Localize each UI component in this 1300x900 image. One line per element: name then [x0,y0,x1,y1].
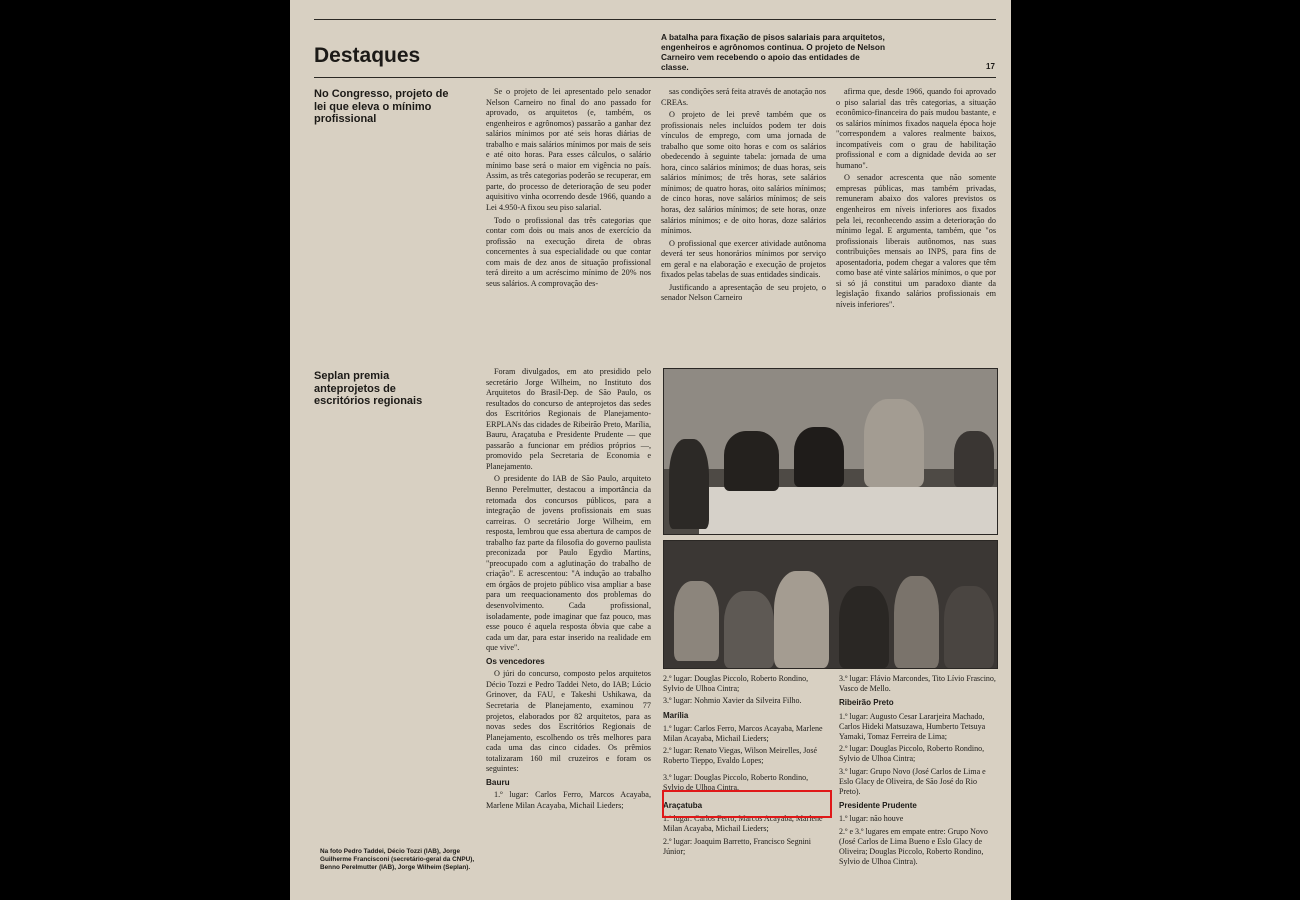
list-entry: 1.º lugar: não houve [839,814,904,824]
article1-col2-paragraph: O projeto de lei prevê também que os profissionais neles incluídos podem ter dois vínculos de emprego, com uma jornada de trabalho que some oito horas e com os salários obedecendo à seguinte tabela: jornada de uma hora, cinco salários mínimos; de duas horas, seis salários mínimos; de três horas, sete salários mínimos; de quatro horas, oito salários mínimos; de cinco horas, nove salários mínimos; de seis horas, dez salários mínimos; de sete horas, onze salários mínimos; e de oito horas, doze salários mínimos. [661,110,826,236]
section-title: Destaques [314,44,421,67]
page-number: 17 [986,62,995,71]
list-entry: 2.º lugar: Renato Viegas, Wilson Meirelles, José Roberto Tieppo, Evaldo Lopes; [663,746,818,766]
article2-subhead: Seplan premia anteprojetos de escritórios regionais [314,370,423,407]
article1-col3-paragraph: afirma que, desde 1966, quando foi aprovado o piso salarial das três categorias, a situação econômico-financeira do país mudou bastante, e os salários mínimos fixados naquela época hoje "correspondem a valores realmente baixos, incompatíveis com o grau de habilitação profissional e com a dignidade devida ao ser humano". [836,87,996,170]
photo-caption: Na foto Pedro Taddei, Décio Tozzi (IAB), Jorge Guilherme Francisconi (secretário-geral da CNPU), Benno Perelmutter (IAB), Jorge Wilheim (Seplan). [320,848,475,871]
list-entry: 1.º lugar: Carlos Ferro, Marcos Acayaba, Marlene Milan Acayaba, Michail Lieders; [663,814,823,834]
list-entry: 1.º lugar: Augusto Cesar Lararjeira Machado, Carlos Hideki Matsuzawa, Humberto Tetsuya Yamaki, Tomaz Ferreira de Lima; [839,711,986,742]
top-rule [314,19,996,20]
marilia-heading: Marília [663,710,689,720]
highlight-box [662,790,832,818]
article2-paragraph: Foram divulgados, em ato presidido pelo secretário Jorge Wilheim, no Instituto dos Arquitetos do Brasil-Dep. de São Paulo, os resultados do concurso de anteprojetos das sedes dos Escritórios Regionais de Planejamento-ERPLANs das cidades de Ribeirão Preto, Marília, Bauru, Araçatuba e Presidente Prudente — que passarão a funcionar em prédios próprios —, promovido pela Secretaria de Economia e Planejamento. [486,367,651,471]
article1-col1-paragraph: Todo o profissional das três categorias que contar com dois ou mais anos de exercício da profissão na execução direta de obras concernentes à sua especialidade ou que contar com mais de dez anos de situação profissional terá direito a um acréscimo mínimo de 20% nos seus salários. A comprovação des- [486,215,651,288]
winners-intro: O júri do concurso, composto pelos arquitetos Décio Tozzi e Pedro Taddei Neto, do IAB; Lúcio Grinover, da FAU, e Takeshi Ushikawa, da Secretaria de Planejamento, examinou 77 projetos, elaborados por 82 arquitetos, para as novas sedes dos Escritórios Regionais de Planejamento, escolhendo os três melhores para cada uma das cinco cidades. Os prêmios totalizaram 160 mil cruzeiros e foram os seguintes: [486,669,651,774]
article1-col2-paragraph: O profissional que exercer atividade autônoma deverá ter seus honorários mínimos por serviço em geral e na elaboração e execução de projetos fixados pelas tabelas de suas entidades sindicais. [661,238,826,280]
list-entry: 2.º e 3.º lugares em empate entre: Grupo Novo (José Carlos de Lima Bueno e Eslo Glacy de Oliveira; Douglas Piccolo, Roberto Rondino, Sylvio de Ulhoa Cintra). [839,826,988,867]
winners-list-column-2 [663,674,828,859]
winners-heading: Os vencedores [486,656,545,666]
article1-column-1 [486,87,651,347]
panel-photo [663,368,998,535]
bauru-heading: Bauru [486,777,510,787]
bauru-first-place: 1.º lugar: Carlos Ferro, Marcos Acayaba, Marlene Milan Acayaba, Michail Lieders; [486,790,651,810]
newspaper-page [290,0,1011,900]
list-entry: 2.º lugar: Joaquim Barretto, Francisco Segnini Júnior; [663,836,812,856]
list-entry: 1.º lugar: Carlos Ferro, Marcos Acayaba, Marlene Milan Acayaba, Michail Lieders; [663,723,823,744]
article1-col2-paragraph: Justificando a apresentação de seu projeto, o senador Nelson Carneiro [661,282,826,303]
article2-paragraph: O presidente do IAB de São Paulo, arquiteto Benno Perelmutter, destacou a importância da retomada dos concursos públicos, para a integração de jovens profissionais em suas carreiras. O secretário Jorge Wilheim, em resposta, lembrou que essa abertura de campos de trabalho faz parte da filosofia do governo paulista preconizada por Paulo Egydio Martins, "preocupado com a aglutinação do trabalho de criação". E acrescentou: "A indução ao trabalho em órgãos de projeto público visa ampliar a base para um reequacionamento dos problemas do desenvolvimento. Cada profissional, isoladamente, pode imaginar que faz pouco, mas esse pouco é aquela resposta óbvia que cabe a cada um dar, para estar inserido na realidade em que vive". [486,474,651,653]
list-entry: 3.º lugar: Flávio Marcondes, Tito Lívio Frascino, Vasco de Mello. [839,674,996,694]
prudente-heading: Presidente Prudente [839,801,917,811]
article1-subhead: No Congresso, projeto de lei que eleva o mínimo profissional [314,88,449,125]
article1-column-2 [661,87,826,347]
highlighted-entry: 3.º lugar: Douglas Piccolo, Roberto Rondino, Sylvio de Ulhoa Cintra. [663,772,809,792]
section-deck: A batalha para fixação de pisos salariais para arquitetos, engenheiros e agrônomos continua. O projeto de Nelson Carneiro vem recebendo o apoio das entidades de classe. [661,32,886,72]
ribeirao-heading: Ribeirão Preto [839,698,894,708]
article1-col2-paragraph: sas condições será feita através de anotação nos CREAs. [661,87,826,107]
header-rule [314,77,996,78]
article1-col3-paragraph: O senador acrescenta que não somente empresas públicas, mas também privadas, remuneram abaixo dos valores previstos os engenheiros em níveis inferiores aos fixados pela lei, reconhecendo assim a deterioração do mínimo legal. E argumenta, também, que "os profissionais liberais autônomos, nas suas contribuições mensais ao INPS, para fins de aposentadoria, podem chegar a valores que têm como base até vinte salários mínimos, o que por si só já constitui um paradoxo diante da legislação fixando salários profissionais em níveis inferiores". [836,173,996,309]
aracatuba-heading: Araçatuba [663,801,703,811]
list-entry: 2.º lugar: Douglas Piccolo, Roberto Rondino, Sylvio de Ulhoa Cintra; [663,674,809,694]
audience-photo [663,540,998,669]
article1-col1-paragraph: Se o projeto de lei apresentado pelo senador Nelson Carneiro no final do ano passado for aprovado, os arquitetos (e, também, os engenheiros e agrônomos) passarão a ganhar dez salários mínimos por até seis horas diárias de trabalho e mais salários mínimos por mais de seis e até oito horas. Para esses cálculos, o salário mínimo base será o maior em vigência no país. Assim, as três categorias poderão se recuperar, em parte, do processo de deterioração de seu poder aquisitivo vinha ocorrendo desde 1966, quando a Lei 4.950-A fixou seu piso salarial. [486,87,651,213]
list-entry: 3.º lugar: Nohmio Xavier da Silveira Filho. [663,696,802,706]
list-entry: 3.º lugar: Grupo Novo (José Carlos de Lima e Eslo Glacy de Oliveira, de São José do Rio Preto). [839,766,986,797]
article1-column-3 [836,87,996,347]
list-entry: 2.º lugar: Douglas Piccolo, Roberto Rondino, Sylvio de Ulhoa Cintra; [839,744,985,764]
winners-list-column-3 [839,674,999,869]
article2-column-1 [486,367,651,845]
